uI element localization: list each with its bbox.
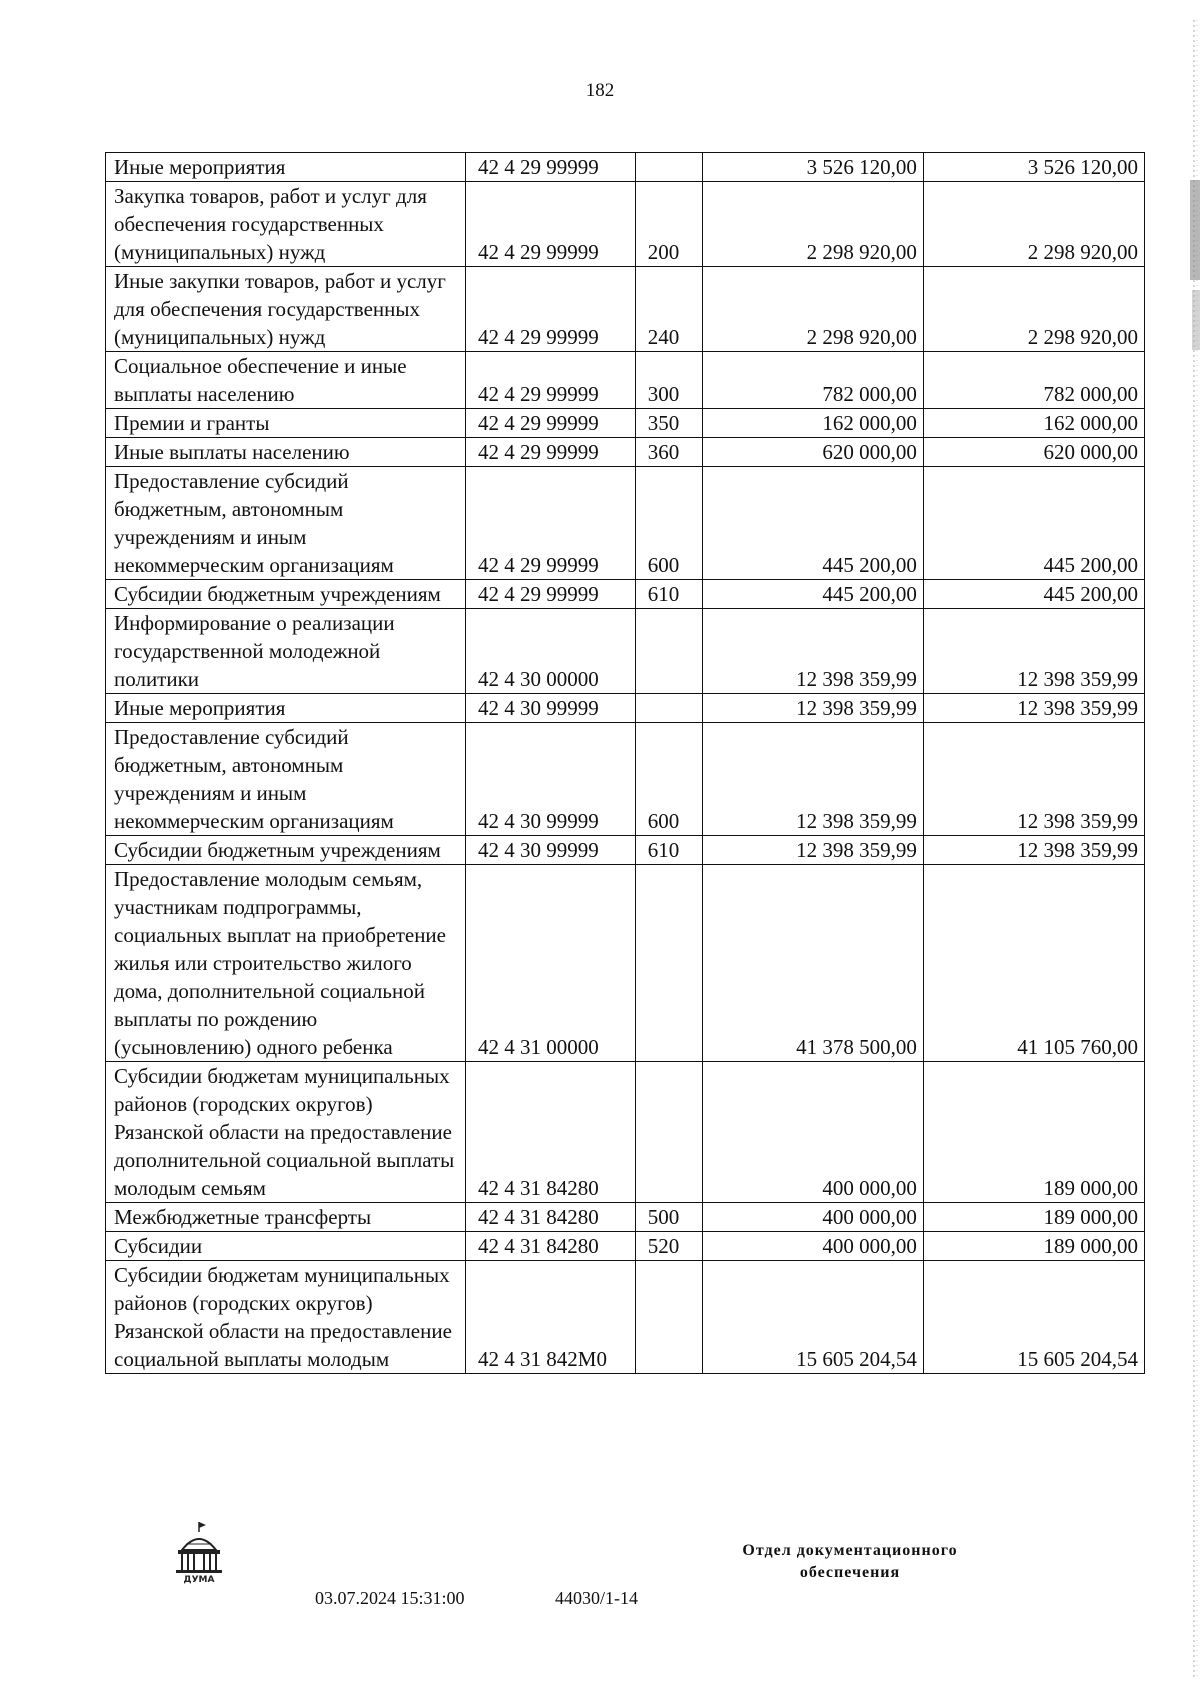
row-expense-type: 500 bbox=[635, 1203, 702, 1232]
row-amount-2: 15 605 204,54 bbox=[923, 1261, 1144, 1374]
table-row bbox=[106, 580, 1145, 609]
row-expense-type: 300 bbox=[635, 352, 702, 409]
table-row bbox=[106, 609, 1145, 694]
row-amount-1: 445 200,00 bbox=[702, 467, 923, 580]
row-csr-code: 42 4 29 99999 bbox=[466, 580, 636, 609]
row-csr-code: 42 4 31 84280 bbox=[466, 1062, 636, 1203]
row-amount-2: 12 398 359,99 bbox=[923, 836, 1144, 865]
row-name: Премии и гранты bbox=[106, 409, 466, 438]
row-expense-type bbox=[635, 865, 702, 1062]
row-name: Субсидии бюджетам муниципальных районов (городских округов) Рязанской области на предоставление дополнительной социальной выплаты молодым семьям bbox=[106, 1062, 466, 1203]
row-amount-1: 782 000,00 bbox=[702, 352, 923, 409]
row-amount-1: 12 398 359,99 bbox=[702, 694, 923, 723]
row-name: Информирование о реализации государственной молодежной политики bbox=[106, 609, 466, 694]
row-name: Субсидии bbox=[106, 1232, 466, 1261]
row-amount-2: 2 298 920,00 bbox=[923, 267, 1144, 352]
table-row bbox=[106, 467, 1145, 580]
row-csr-code: 42 4 29 99999 bbox=[466, 352, 636, 409]
duma-logo-text: ДУМА bbox=[183, 1575, 215, 1584]
row-amount-1: 2 298 920,00 bbox=[702, 182, 923, 267]
row-name: Субсидии бюджетам муниципальных районов (городских округов) Рязанской области на предоставление социальной выплаты молодым bbox=[106, 1261, 466, 1374]
row-amount-2: 12 398 359,99 bbox=[923, 723, 1144, 836]
row-name: Субсидии бюджетным учреждениям bbox=[106, 580, 466, 609]
row-amount-1: 12 398 359,99 bbox=[702, 836, 923, 865]
row-name: Закупка товаров, работ и услуг для обеспечения государственных (муниципальных) нужд bbox=[106, 182, 466, 267]
row-name: Социальное обеспечение и иные выплаты населению bbox=[106, 352, 466, 409]
row-expense-type: 350 bbox=[635, 409, 702, 438]
row-csr-code: 42 4 29 99999 bbox=[466, 467, 636, 580]
table-row bbox=[106, 723, 1145, 836]
department-stamp bbox=[700, 1540, 1000, 1584]
row-amount-2: 12 398 359,99 bbox=[923, 694, 1144, 723]
row-name: Иные мероприятия bbox=[106, 694, 466, 723]
row-amount-2: 2 298 920,00 bbox=[923, 182, 1144, 267]
department-stamp-line-1: Отдел документационного bbox=[742, 1542, 958, 1559]
row-amount-1: 12 398 359,99 bbox=[702, 609, 923, 694]
table-row bbox=[106, 153, 1145, 182]
row-amount-2: 189 000,00 bbox=[923, 1203, 1144, 1232]
row-expense-type: 360 bbox=[635, 438, 702, 467]
table-row bbox=[106, 694, 1145, 723]
row-amount-1: 400 000,00 bbox=[702, 1203, 923, 1232]
table-row bbox=[106, 1203, 1145, 1232]
row-amount-1: 3 526 120,00 bbox=[702, 153, 923, 182]
row-name: Субсидии бюджетным учреждениям bbox=[106, 836, 466, 865]
scan-edge-artifact bbox=[1150, 0, 1200, 1695]
row-amount-2: 620 000,00 bbox=[923, 438, 1144, 467]
duma-building-icon bbox=[168, 1520, 230, 1584]
table-row bbox=[106, 438, 1145, 467]
row-expense-type bbox=[635, 153, 702, 182]
budget-table-body bbox=[106, 153, 1145, 1374]
row-amount-2: 189 000,00 bbox=[923, 1062, 1144, 1203]
table-row bbox=[106, 267, 1145, 352]
row-csr-code: 42 4 29 99999 bbox=[466, 182, 636, 267]
row-name: Иные выплаты населению bbox=[106, 438, 466, 467]
row-csr-code: 42 4 29 99999 bbox=[466, 153, 636, 182]
row-expense-type bbox=[635, 1261, 702, 1374]
row-amount-1: 400 000,00 bbox=[702, 1232, 923, 1261]
row-csr-code: 42 4 30 99999 bbox=[466, 694, 636, 723]
row-csr-code: 42 4 31 84280 bbox=[466, 1232, 636, 1261]
table-row bbox=[106, 409, 1145, 438]
row-name: Межбюджетные трансферты bbox=[106, 1203, 466, 1232]
row-expense-type: 600 bbox=[635, 467, 702, 580]
row-expense-type bbox=[635, 694, 702, 723]
row-csr-code: 42 4 29 99999 bbox=[466, 267, 636, 352]
row-csr-code: 42 4 29 99999 bbox=[466, 409, 636, 438]
row-expense-type: 240 bbox=[635, 267, 702, 352]
budget-table bbox=[105, 152, 1145, 1374]
row-name: Предоставление молодым семьям, участникам подпрограммы, социальных выплат на приобретение жилья или строительство жилого дома, дополнительной социальной выплаты по рождению (усыновлению) одного ребенка bbox=[106, 865, 466, 1062]
row-amount-2: 12 398 359,99 bbox=[923, 609, 1144, 694]
row-expense-type: 610 bbox=[635, 836, 702, 865]
row-expense-type: 600 bbox=[635, 723, 702, 836]
row-expense-type: 520 bbox=[635, 1232, 702, 1261]
row-amount-2: 782 000,00 bbox=[923, 352, 1144, 409]
row-amount-1: 445 200,00 bbox=[702, 580, 923, 609]
row-amount-1: 620 000,00 bbox=[702, 438, 923, 467]
table-row bbox=[106, 865, 1145, 1062]
row-csr-code: 42 4 30 00000 bbox=[466, 609, 636, 694]
page-number: 182 bbox=[585, 80, 615, 101]
table-row bbox=[106, 836, 1145, 865]
department-stamp-line-2: обеспечения bbox=[799, 1564, 901, 1581]
row-amount-1: 2 298 920,00 bbox=[702, 267, 923, 352]
row-name: Иные мероприятия bbox=[106, 153, 466, 182]
row-name: Иные закупки товаров, работ и услуг для обеспечения государственных (муниципальных) нужд bbox=[106, 267, 466, 352]
row-amount-2: 162 000,00 bbox=[923, 409, 1144, 438]
row-amount-2: 189 000,00 bbox=[923, 1232, 1144, 1261]
row-csr-code: 42 4 31 842М0 bbox=[466, 1261, 636, 1374]
row-amount-1: 400 000,00 bbox=[702, 1062, 923, 1203]
row-csr-code: 42 4 31 84280 bbox=[466, 1203, 636, 1232]
row-csr-code: 42 4 30 99999 bbox=[466, 836, 636, 865]
table-row bbox=[106, 182, 1145, 267]
row-csr-code: 42 4 30 99999 bbox=[466, 723, 636, 836]
row-amount-2: 41 105 760,00 bbox=[923, 865, 1144, 1062]
table-row bbox=[106, 352, 1145, 409]
row-name: Предоставление субсидий бюджетным, автономным учреждениям и иным некоммерческим организациям bbox=[106, 723, 466, 836]
row-amount-1: 12 398 359,99 bbox=[702, 723, 923, 836]
row-expense-type: 610 bbox=[635, 580, 702, 609]
row-amount-2: 3 526 120,00 bbox=[923, 153, 1144, 182]
row-expense-type: 200 bbox=[635, 182, 702, 267]
row-amount-2: 445 200,00 bbox=[923, 467, 1144, 580]
row-csr-code: 42 4 31 00000 bbox=[466, 865, 636, 1062]
row-amount-1: 41 378 500,00 bbox=[702, 865, 923, 1062]
registration-number: 44030/1-14 bbox=[555, 1588, 638, 1608]
row-amount-1: 162 000,00 bbox=[702, 409, 923, 438]
table-row bbox=[106, 1261, 1145, 1374]
row-csr-code: 42 4 29 99999 bbox=[466, 438, 636, 467]
row-amount-2: 445 200,00 bbox=[923, 580, 1144, 609]
row-expense-type bbox=[635, 1062, 702, 1203]
row-expense-type bbox=[635, 609, 702, 694]
table-row bbox=[106, 1232, 1145, 1261]
row-amount-1: 15 605 204,54 bbox=[702, 1261, 923, 1374]
registration-datetime: 03.07.2024 15:31:00 bbox=[315, 1588, 465, 1608]
table-row bbox=[106, 1062, 1145, 1203]
row-name: Предоставление субсидий бюджетным, автономным учреждениям и иным некоммерческим организациям bbox=[106, 467, 466, 580]
